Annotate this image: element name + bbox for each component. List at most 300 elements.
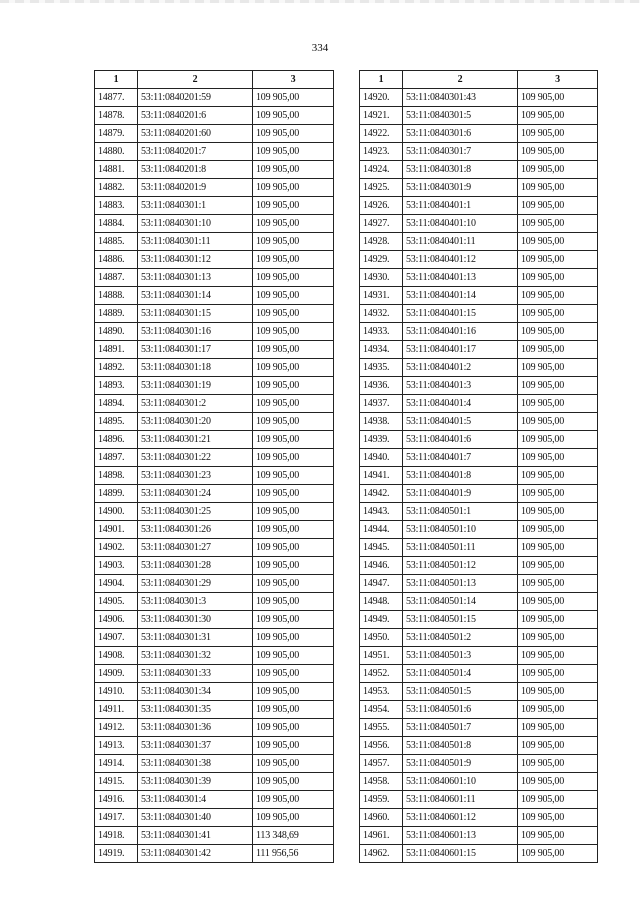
- cadastral-value: 109 905,00: [518, 161, 598, 179]
- cadastral-number: 53:11:0840301:26: [138, 521, 253, 539]
- cadastral-value: 109 905,00: [518, 719, 598, 737]
- table-row: [95, 773, 334, 791]
- row-number: 14947.: [360, 575, 403, 593]
- cadastral-number: 53:11:0840401:9: [403, 485, 518, 503]
- row-number: 14896.: [95, 431, 138, 449]
- row-number: 14957.: [360, 755, 403, 773]
- row-number: 14908.: [95, 647, 138, 665]
- table-row: [95, 593, 334, 611]
- cadastral-value: 109 905,00: [253, 521, 334, 539]
- row-number: 14955.: [360, 719, 403, 737]
- table-row: [360, 773, 598, 791]
- table-row: [95, 809, 334, 827]
- row-number: 14933.: [360, 323, 403, 341]
- cadastral-value: 109 905,00: [518, 449, 598, 467]
- row-number: 14920.: [360, 89, 403, 107]
- table-row: [360, 341, 598, 359]
- row-number: 14925.: [360, 179, 403, 197]
- cadastral-value: 109 905,00: [518, 827, 598, 845]
- table-row: [360, 269, 598, 287]
- table-row: [95, 143, 334, 161]
- cadastral-number: 53:11:0840301:12: [138, 251, 253, 269]
- row-number: 14929.: [360, 251, 403, 269]
- row-number: 14895.: [95, 413, 138, 431]
- cadastral-value: 109 905,00: [253, 233, 334, 251]
- cadastral-number: 53:11:0840501:3: [403, 647, 518, 665]
- cadastral-value: 109 905,00: [518, 611, 598, 629]
- cadastral-value: 109 905,00: [518, 359, 598, 377]
- cadastral-number: 53:11:0840501:12: [403, 557, 518, 575]
- cadastral-number: 53:11:0840401:3: [403, 377, 518, 395]
- table-row: [95, 755, 334, 773]
- row-number: 14881.: [95, 161, 138, 179]
- cadastral-value: 109 905,00: [518, 845, 598, 863]
- table-row: [360, 701, 598, 719]
- cadastral-number: 53:11:0840301:23: [138, 467, 253, 485]
- table-row: [360, 539, 598, 557]
- cadastral-number: 53:11:0840301:34: [138, 683, 253, 701]
- cadastral-value: 109 905,00: [518, 683, 598, 701]
- cadastral-number: 53:11:0840301:11: [138, 233, 253, 251]
- cadastral-value: 109 905,00: [518, 539, 598, 557]
- cadastral-value: 109 905,00: [253, 503, 334, 521]
- table-row: [360, 89, 598, 107]
- table-row: [360, 557, 598, 575]
- row-number: 14905.: [95, 593, 138, 611]
- row-number: 14913.: [95, 737, 138, 755]
- cadastral-value: 109 905,00: [253, 395, 334, 413]
- cadastral-value: 109 905,00: [518, 269, 598, 287]
- cadastral-number: 53:11:0840501:9: [403, 755, 518, 773]
- cadastral-value: 109 905,00: [253, 215, 334, 233]
- cadastral-number: 53:11:0840301:18: [138, 359, 253, 377]
- cadastral-number: 53:11:0840401:10: [403, 215, 518, 233]
- cadastral-number: 53:11:0840401:11: [403, 233, 518, 251]
- cadastral-value: 109 905,00: [518, 413, 598, 431]
- row-number: 14961.: [360, 827, 403, 845]
- cadastral-value: 109 905,00: [518, 143, 598, 161]
- row-number: 14898.: [95, 467, 138, 485]
- table-row: [95, 737, 334, 755]
- row-number: 14884.: [95, 215, 138, 233]
- table-row: [95, 89, 334, 107]
- scan-edge: [0, 0, 640, 3]
- row-number: 14897.: [95, 449, 138, 467]
- table-row: [95, 647, 334, 665]
- cadastral-value: 111 956,56: [253, 845, 334, 863]
- table-row: [95, 521, 334, 539]
- row-number: 14937.: [360, 395, 403, 413]
- cadastral-number: 53:11:0840501:6: [403, 701, 518, 719]
- table-row: [95, 575, 334, 593]
- table-row: [360, 683, 598, 701]
- row-number: 14878.: [95, 107, 138, 125]
- table-row: [95, 683, 334, 701]
- cadastral-value: 109 905,00: [518, 647, 598, 665]
- row-number: 14948.: [360, 593, 403, 611]
- row-number: 14916.: [95, 791, 138, 809]
- cadastral-number: 53:11:0840301:30: [138, 611, 253, 629]
- row-number: 14880.: [95, 143, 138, 161]
- cadastral-number: 53:11:0840401:17: [403, 341, 518, 359]
- cadastral-number: 53:11:0840301:22: [138, 449, 253, 467]
- row-number: 14887.: [95, 269, 138, 287]
- cadastral-number: 53:11:0840401:15: [403, 305, 518, 323]
- cadastral-number: 53:11:0840501:10: [403, 521, 518, 539]
- cadastral-value: 109 905,00: [518, 125, 598, 143]
- cadastral-number: 53:11:0840501:2: [403, 629, 518, 647]
- table-row: [95, 431, 334, 449]
- cadastral-value: 109 905,00: [253, 665, 334, 683]
- row-number: 14882.: [95, 179, 138, 197]
- row-number: 14910.: [95, 683, 138, 701]
- cadastral-number: 53:11:0840401:5: [403, 413, 518, 431]
- row-number: 14927.: [360, 215, 403, 233]
- cadastral-value: 109 905,00: [253, 647, 334, 665]
- cadastral-number: 53:11:0840401:6: [403, 431, 518, 449]
- cadastral-value: 109 905,00: [518, 593, 598, 611]
- cadastral-value: 109 905,00: [518, 215, 598, 233]
- row-number: 14939.: [360, 431, 403, 449]
- table-row: [95, 629, 334, 647]
- table-row: [360, 143, 598, 161]
- row-number: 14877.: [95, 89, 138, 107]
- table-row: [360, 575, 598, 593]
- cadastral-value: 109 905,00: [518, 323, 598, 341]
- table-row: [360, 485, 598, 503]
- cadastral-number: 53:11:0840301:20: [138, 413, 253, 431]
- column-header-number: 1: [360, 71, 403, 89]
- cadastral-value: 109 905,00: [518, 755, 598, 773]
- table-row: [95, 269, 334, 287]
- table-row: [360, 395, 598, 413]
- cadastral-number: 53:11:0840401:7: [403, 449, 518, 467]
- cadastral-value: 109 905,00: [253, 809, 334, 827]
- table-row: [360, 431, 598, 449]
- row-number: 14914.: [95, 755, 138, 773]
- cadastral-value: 109 905,00: [518, 665, 598, 683]
- cadastral-number: 53:11:0840301:16: [138, 323, 253, 341]
- row-number: 14909.: [95, 665, 138, 683]
- cadastral-number: 53:11:0840301:32: [138, 647, 253, 665]
- cadastral-value: 109 905,00: [518, 305, 598, 323]
- cadastral-value: 109 905,00: [253, 125, 334, 143]
- cadastral-number: 53:11:0840301:14: [138, 287, 253, 305]
- cadastral-number: 53:11:0840201:6: [138, 107, 253, 125]
- table-header-row: [360, 71, 598, 89]
- table-row: [360, 845, 598, 863]
- table-row: [360, 305, 598, 323]
- table-row: [360, 161, 598, 179]
- table-row: [95, 665, 334, 683]
- table-row: [95, 701, 334, 719]
- cadastral-value: 109 905,00: [518, 737, 598, 755]
- cadastral-value: 109 905,00: [518, 521, 598, 539]
- cadastral-value: 109 905,00: [518, 503, 598, 521]
- cadastral-value: 109 905,00: [518, 341, 598, 359]
- table-row: [360, 287, 598, 305]
- cadastral-value: 109 905,00: [253, 377, 334, 395]
- cadastral-number: 53:11:0840301:31: [138, 629, 253, 647]
- cadastral-number: 53:11:0840301:10: [138, 215, 253, 233]
- cadastral-number: 53:11:0840301:7: [403, 143, 518, 161]
- row-number: 14940.: [360, 449, 403, 467]
- cadastral-number: 53:11:0840401:1: [403, 197, 518, 215]
- row-number: 14944.: [360, 521, 403, 539]
- table-row: [360, 593, 598, 611]
- cadastral-number: 53:11:0840601:13: [403, 827, 518, 845]
- column-header-cadastral: 2: [403, 71, 518, 89]
- cadastral-number: 53:11:0840201:7: [138, 143, 253, 161]
- table-row: [95, 107, 334, 125]
- cadastral-number: 53:11:0840601:12: [403, 809, 518, 827]
- row-number: 14935.: [360, 359, 403, 377]
- cadastral-number: 53:11:0840301:4: [138, 791, 253, 809]
- cadastral-value: 109 905,00: [518, 485, 598, 503]
- row-number: 14958.: [360, 773, 403, 791]
- cadastral-value: 109 905,00: [253, 359, 334, 377]
- cadastral-number: 53:11:0840501:8: [403, 737, 518, 755]
- row-number: 14923.: [360, 143, 403, 161]
- cadastral-value: 109 905,00: [518, 233, 598, 251]
- cadastral-number: 53:11:0840301:33: [138, 665, 253, 683]
- cadastral-value: 109 905,00: [253, 323, 334, 341]
- cadastral-number: 53:11:0840301:35: [138, 701, 253, 719]
- row-number: 14945.: [360, 539, 403, 557]
- cadastral-number: 53:11:0840301:2: [138, 395, 253, 413]
- row-number: 14899.: [95, 485, 138, 503]
- row-number: 14885.: [95, 233, 138, 251]
- table-row: [360, 413, 598, 431]
- cadastral-number: 53:11:0840301:43: [403, 89, 518, 107]
- column-header-value: 3: [253, 71, 334, 89]
- table-row: [95, 323, 334, 341]
- row-number: 14883.: [95, 197, 138, 215]
- cadastral-value: 109 905,00: [253, 197, 334, 215]
- cadastral-value: 109 905,00: [253, 719, 334, 737]
- row-number: 14943.: [360, 503, 403, 521]
- table-row: [360, 809, 598, 827]
- row-number: 14915.: [95, 773, 138, 791]
- table-row: [360, 467, 598, 485]
- row-number: 14889.: [95, 305, 138, 323]
- table-body-right: [360, 89, 598, 863]
- row-number: 14956.: [360, 737, 403, 755]
- row-number: 14912.: [95, 719, 138, 737]
- cadastral-value: 109 905,00: [253, 287, 334, 305]
- row-number: 14952.: [360, 665, 403, 683]
- cadastral-value: 109 905,00: [518, 377, 598, 395]
- row-number: 14918.: [95, 827, 138, 845]
- table-row: [95, 791, 334, 809]
- row-number: 14911.: [95, 701, 138, 719]
- table-row: [95, 719, 334, 737]
- table-row: [360, 521, 598, 539]
- cadastral-number: 53:11:0840301:1: [138, 197, 253, 215]
- cadastral-number: 53:11:0840501:15: [403, 611, 518, 629]
- cadastral-value: 109 905,00: [253, 467, 334, 485]
- cadastral-value: 109 905,00: [253, 161, 334, 179]
- table-row: [360, 215, 598, 233]
- table-row: [95, 251, 334, 269]
- table-row: [95, 125, 334, 143]
- cadastral-value: 109 905,00: [518, 629, 598, 647]
- row-number: 14901.: [95, 521, 138, 539]
- row-number: 14893.: [95, 377, 138, 395]
- row-number: 14917.: [95, 809, 138, 827]
- cadastral-value: 109 905,00: [253, 89, 334, 107]
- row-number: 14879.: [95, 125, 138, 143]
- table-row: [360, 449, 598, 467]
- row-number: 14941.: [360, 467, 403, 485]
- cadastral-value: 109 905,00: [253, 305, 334, 323]
- row-number: 14960.: [360, 809, 403, 827]
- cadastral-value: 109 905,00: [253, 269, 334, 287]
- cadastral-number: 53:11:0840301:28: [138, 557, 253, 575]
- table-row: [360, 791, 598, 809]
- cadastral-value: 109 905,00: [518, 197, 598, 215]
- cadastral-number: 53:11:0840501:4: [403, 665, 518, 683]
- cadastral-number: 53:11:0840601:11: [403, 791, 518, 809]
- row-number: 14926.: [360, 197, 403, 215]
- table-row: [95, 485, 334, 503]
- row-number: 14924.: [360, 161, 403, 179]
- cadastral-value: 109 905,00: [518, 575, 598, 593]
- row-number: 14934.: [360, 341, 403, 359]
- table-row: [95, 611, 334, 629]
- row-number: 14949.: [360, 611, 403, 629]
- table-row: [360, 629, 598, 647]
- cadastral-value: 109 905,00: [518, 287, 598, 305]
- table-row: [95, 197, 334, 215]
- row-number: 14931.: [360, 287, 403, 305]
- cadastral-number: 53:11:0840301:24: [138, 485, 253, 503]
- table-row: [360, 251, 598, 269]
- cadastral-value: 109 905,00: [253, 773, 334, 791]
- cadastral-number: 53:11:0840401:8: [403, 467, 518, 485]
- row-number: 14959.: [360, 791, 403, 809]
- cadastral-value: 109 905,00: [518, 773, 598, 791]
- row-number: 14904.: [95, 575, 138, 593]
- registry-table-right: [359, 70, 598, 863]
- cadastral-number: 53:11:0840301:38: [138, 755, 253, 773]
- row-number: 14903.: [95, 557, 138, 575]
- table-row: [360, 611, 598, 629]
- cadastral-value: 109 905,00: [253, 755, 334, 773]
- row-number: 14886.: [95, 251, 138, 269]
- cadastral-value: 109 905,00: [253, 539, 334, 557]
- cadastral-value: 109 905,00: [253, 683, 334, 701]
- cadastral-value: 109 905,00: [253, 791, 334, 809]
- cadastral-value: 109 905,00: [253, 575, 334, 593]
- cadastral-number: 53:11:0840501:14: [403, 593, 518, 611]
- row-number: 14921.: [360, 107, 403, 125]
- cadastral-value: 109 905,00: [518, 251, 598, 269]
- cadastral-value: 109 905,00: [253, 737, 334, 755]
- cadastral-number: 53:11:0840301:19: [138, 377, 253, 395]
- row-number: 14900.: [95, 503, 138, 521]
- cadastral-number: 53:11:0840301:9: [403, 179, 518, 197]
- table-row: [95, 161, 334, 179]
- cadastral-number: 53:11:0840401:14: [403, 287, 518, 305]
- cadastral-number: 53:11:0840301:39: [138, 773, 253, 791]
- page-number: 334: [311, 42, 329, 54]
- column-header-value: 3: [518, 71, 598, 89]
- cadastral-value: 109 905,00: [253, 431, 334, 449]
- row-number: 14942.: [360, 485, 403, 503]
- row-number: 14954.: [360, 701, 403, 719]
- cadastral-value: 109 905,00: [253, 413, 334, 431]
- cadastral-value: 109 905,00: [253, 611, 334, 629]
- table-row: [95, 827, 334, 845]
- cadastral-value: 109 905,00: [518, 467, 598, 485]
- cadastral-number: 53:11:0840301:37: [138, 737, 253, 755]
- table-row: [95, 359, 334, 377]
- cadastral-value: 109 905,00: [253, 557, 334, 575]
- row-number: 14950.: [360, 629, 403, 647]
- cadastral-number: 53:11:0840501:5: [403, 683, 518, 701]
- cadastral-number: 53:11:0840501:7: [403, 719, 518, 737]
- table-row: [360, 125, 598, 143]
- row-number: 14932.: [360, 305, 403, 323]
- row-number: 14946.: [360, 557, 403, 575]
- cadastral-value: 109 905,00: [518, 701, 598, 719]
- cadastral-value: 109 905,00: [518, 557, 598, 575]
- row-number: 14936.: [360, 377, 403, 395]
- cadastral-number: 53:11:0840401:16: [403, 323, 518, 341]
- row-number: 14907.: [95, 629, 138, 647]
- cadastral-number: 53:11:0840501:13: [403, 575, 518, 593]
- cadastral-number: 53:11:0840301:36: [138, 719, 253, 737]
- cadastral-number: 53:11:0840201:8: [138, 161, 253, 179]
- cadastral-value: 109 905,00: [253, 485, 334, 503]
- cadastral-value: 109 905,00: [518, 395, 598, 413]
- table-row: [95, 845, 334, 863]
- table-row: [360, 737, 598, 755]
- cadastral-number: 53:11:0840301:42: [138, 845, 253, 863]
- table-row: [360, 665, 598, 683]
- row-number: 14906.: [95, 611, 138, 629]
- table-row: [95, 557, 334, 575]
- table-row: [360, 755, 598, 773]
- table-row: [95, 377, 334, 395]
- cadastral-value: 109 905,00: [518, 809, 598, 827]
- cadastral-value: 113 348,69: [253, 827, 334, 845]
- row-number: 14902.: [95, 539, 138, 557]
- row-number: 14930.: [360, 269, 403, 287]
- cadastral-value: 109 905,00: [253, 179, 334, 197]
- cadastral-number: 53:11:0840301:21: [138, 431, 253, 449]
- column-header-cadastral: 2: [138, 71, 253, 89]
- cadastral-number: 53:11:0840401:12: [403, 251, 518, 269]
- cadastral-number: 53:11:0840401:13: [403, 269, 518, 287]
- cadastral-number: 53:11:0840201:9: [138, 179, 253, 197]
- table-row: [95, 287, 334, 305]
- cadastral-value: 109 905,00: [253, 341, 334, 359]
- table-row: [95, 179, 334, 197]
- table-row: [95, 215, 334, 233]
- cadastral-number: 53:11:0840301:29: [138, 575, 253, 593]
- cadastral-value: 109 905,00: [518, 791, 598, 809]
- column-header-number: 1: [95, 71, 138, 89]
- row-number: 14919.: [95, 845, 138, 863]
- cadastral-number: 53:11:0840301:3: [138, 593, 253, 611]
- cadastral-value: 109 905,00: [253, 107, 334, 125]
- row-number: 14894.: [95, 395, 138, 413]
- row-number: 14928.: [360, 233, 403, 251]
- cadastral-number: 53:11:0840301:27: [138, 539, 253, 557]
- cadastral-number: 53:11:0840301:8: [403, 161, 518, 179]
